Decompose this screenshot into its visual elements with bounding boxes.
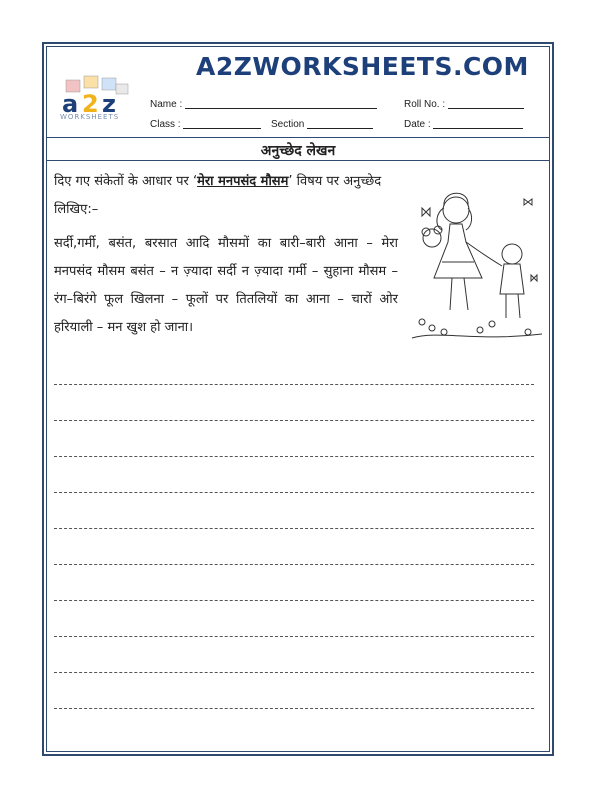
writing-line[interactable] [54,528,534,529]
instruction-post: ’ विषय पर अनुच्छेद लिखिए:– [54,174,382,217]
instruction-pre: दिए गए संकेतों के आधार पर ‘ [54,174,198,189]
writing-line[interactable] [54,420,534,421]
writing-line[interactable] [54,564,534,565]
date-field[interactable] [404,119,523,130]
topic-text: मेरा मनपसंद मौसम [197,174,289,189]
roll-label: Roll No. : [404,99,446,110]
instruction [54,168,394,224]
svg-text:a: a [62,90,79,118]
writing-line[interactable] [54,492,534,493]
logo-subtitle: WORKSHEETS [60,113,120,121]
name-field[interactable] [150,99,377,110]
writing-line[interactable] [54,384,534,385]
class-label: Class : [150,119,181,130]
name-blank[interactable] [185,108,377,109]
worksheet-title: अनुच्छेद लेखन [260,143,336,159]
date-label: Date : [404,119,431,130]
site-title: A2ZWORKSHEETS.COM [196,52,529,81]
name-label: Name : [150,99,183,110]
roll-blank[interactable] [448,108,524,109]
section-label: Section [271,119,305,130]
hints-paragraph: सर्दी,गर्मी, बसंत, बरसात आदि मौसमों का बारी–बारी आना – मेरा मनपसंद मौसम बसंत – न ज़्यादा सर्दी न ज़्यादा गर्मी – सुहाना मौसम – रंग–बिरंगे फूल खिलना – फूलों पर तितलियों का आना – चारों ओर हरियाली – मन खुश हो जाना। [54,236,398,335]
date-blank[interactable] [433,128,523,129]
writing-line[interactable] [54,636,534,637]
section-blank[interactable] [307,128,373,129]
writing-line[interactable] [54,708,534,709]
class-field[interactable] [150,119,261,130]
header-divider [47,137,549,138]
writing-line[interactable] [54,456,534,457]
writing-line[interactable] [54,672,534,673]
class-blank[interactable] [183,128,261,129]
roll-field[interactable] [404,99,524,110]
writing-line[interactable] [54,600,534,601]
children-flowers-illustration [408,182,546,342]
title-divider [47,160,549,161]
section-field[interactable] [271,119,373,130]
svg-text:z: z [102,90,116,118]
svg-text:2: 2 [82,90,99,118]
